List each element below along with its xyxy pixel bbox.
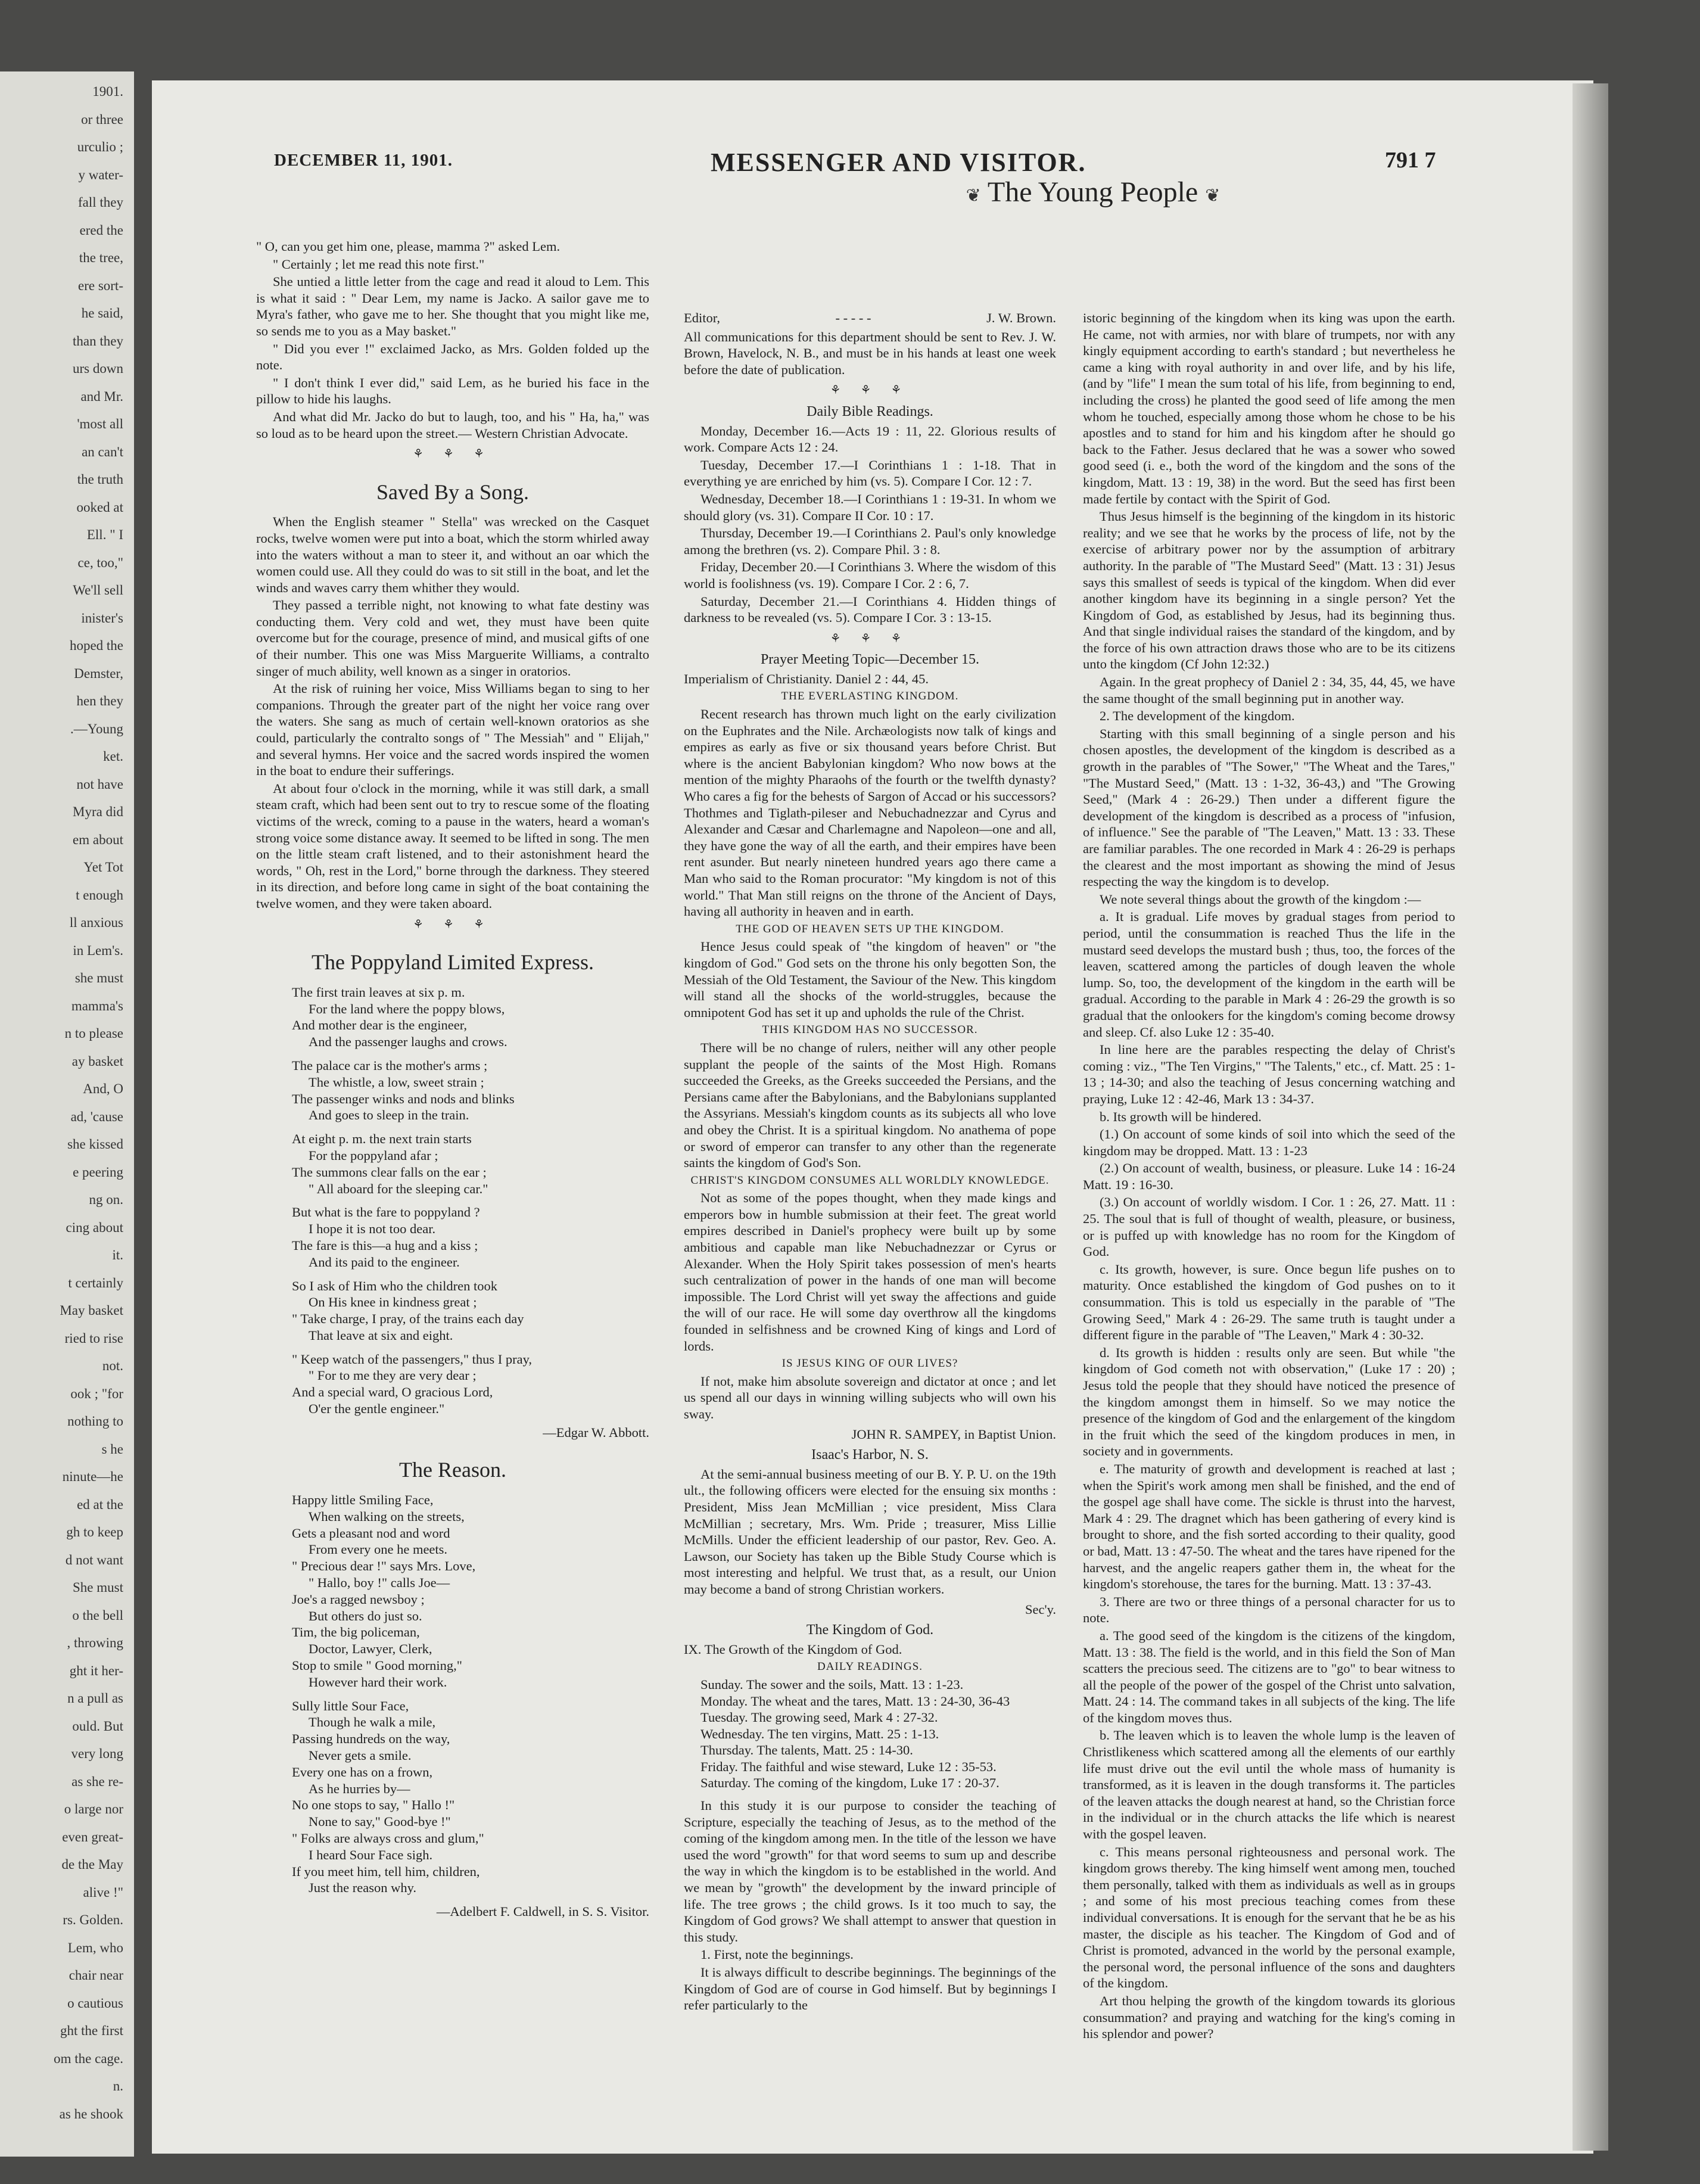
lesson-paragraph: 2. The development of the kingdom. [1100,708,1295,724]
adjacent-text-fragment: urculio ; [77,139,123,154]
poem-line: Never gets a smile. [309,1748,412,1763]
adjacent-text-fragment: t certainly [68,1275,123,1290]
adjacent-text-fragment: as he shook [59,2106,123,2121]
poem-line: Sully little Sour Face, [292,1698,409,1713]
poem-line: O'er the gentle engineer." [309,1401,445,1417]
story-paragraph: And what did Mr. Jacko do but to laugh, too, and his " Ha, ha," was so loud as to be heard upon the street.— Western Christian Advocate. [256,409,649,441]
subheading: DAILY READINGS. [817,1660,923,1673]
story-paragraph: " Did you ever !" exclaimed Jacko, as Mrs. Golden folded up the note. [256,341,649,373]
lesson-reading: Friday. The faithful and wise steward, Luke 12 : 35-53. [700,1759,997,1774]
story-paragraph: " Certainly ; let me read this note first." [273,256,485,272]
poem-line: The whistle, a low, sweet strain ; [309,1074,484,1090]
lesson-paragraph: e. The maturity of growth and development is reached at last ; when the Spirit's work among men shall be finished, and the end of the gospel age shall have come. The sickle is thrust into the harvest, Mark 4 : 29. The dragnet which has been gathering of every kind is brought to shore, and the fish sorted according to their quality, good or bad, Matt. 13 : 47-50. The wheat and the tares have ripened for the harvest, and the angelic reapers gather them in, the wheat for the kingdom's storehouse, the tares for the burning. Matt. 13 : 37-43. [1083,1461,1456,1592]
lesson-subtitle: IX. The Growth of the Kingdom of God. [684,1641,902,1657]
adjacent-text-fragment: and Mr. [80,388,123,404]
daily-reading: Saturday, December 21.—I Corinthians 4. Hidden things of darkness to be revealed (vs. 5). Compare I Cor. 3 : 13-15. [684,593,1056,626]
adjacent-text-fragment: e peering [73,1164,123,1180]
adjacent-text-fragment: 'most all [77,416,123,431]
adjacent-text-fragment: it. [112,1247,123,1262]
poem-line: Gets a pleasant nod and word [292,1525,450,1541]
poem-line: And its paid to the engineer. [309,1254,460,1270]
poem-line: " For to me they are very dear ; [309,1368,477,1383]
adjacent-text-fragment: o large nor [64,1802,123,1816]
poem-line: " Keep watch of the passengers," thus I pray, [292,1351,533,1367]
poem-title-poppyland: The Poppyland Limited Express. [312,950,594,975]
adjacent-text-fragment: , throwing [67,1635,123,1650]
poem-line: Doctor, Lawyer, Clerk, [309,1641,432,1657]
adjacent-text-fragment: ng on. [89,1192,123,1207]
poem-line: Stop to smile " Good morning," [292,1658,462,1673]
adjacent-text-fragment: n to please [64,1026,123,1041]
article-paragraph: At the risk of ruining her voice, Miss Williams began to sing to her companions. Through the greater part of the night her voice rang over the waters. She sang as much of certain well-known oratorios as she could, particularly the contralto songs of " The Messiah" and " Elijah," and several hymns. Her voice and the sacred words inspired the women in the boat to endure their sufferings. [256,681,649,779]
poem-stanza [292,1057,649,1124]
adjacent-text-fragment: ould. But [72,1718,123,1734]
story-paragraph: " O, can you get him one, please, mamma ?" asked Lem. [256,239,561,254]
adjacent-text-fragment: 1901. [92,84,123,99]
lesson-paragraph: Art thou helping the growth of the kingdom towards its glorious consummation? and praying and watching for the king's coming in his splendor and power? [1083,1993,1455,2042]
adjacent-text-fragment: the tree, [79,250,123,265]
adjacent-text-fragment: in Lem's. [73,942,123,958]
lesson-paragraph: a. The good seed of the kingdom is the citizens of the kingdom, Matt. 13 : 38. The field is the world, and in this field the Son of Man scatters the precious seed. The citizens are to "go" to bear witness to all the people of the power of the gospel of the Christ unto salvation, Matt. 24 : 14. The command takes in all subjects of the king. The life of the kingdom moves thus. [1083,1628,1455,1725]
article-paragraph: Recent research has thrown much light on the early civilization on the Euphrates and the Nile. Archæologists now talk of kings and empires as early as five or six thousand years before Christ. But where is the ancient Babylonian kingdom? Who now bows at the mention of the mighty Pharaohs of the fourth or the twelfth dynasty? Who cares a fig for the behests of Sargon of Accad or his successors? Thothmes and Tiglath-pileser and Nebuchadnezzar and Cyrus and Alexander and Cæsar and Charlemagne and Napoleon—one and all, they have gone the way of all the earth, and their empires have been rent asunder. But nearly nineteen hundred years ago there came a Man who said to the Roman procurator: "My kingdom is not of this world." That Man still reigns on the throne of the Ancient of Days, having all authority in heaven and in earth. [684,707,1057,919]
adjacent-text-fragment: Myra did [73,804,123,819]
adjacent-text-fragment: And, O [83,1081,123,1096]
poem-line: " Hallo, boy !" calls Joe— [309,1575,450,1591]
lesson-paragraph: istoric beginning of the kingdom when its king was upon the earth. He came, not with armies, nor with blare of trumpets, nor with any kingly equipment according to earth's standard ; but nevertheless he came a king with royal authority in and over life, and by his life, (and by "life" I mean the sum total of his life, from beginning to end, including the cross) he planted the good seed of life among the men whom he touched, especially among those whom he chose to be his apostles and to stand for him and his kingdom after he should go back to the Father. Jesus declared that he was a sower who sowed good seed (i. e., both the word of the kingdom and the sons of the kingdom, Matt. 13 : 19, 38) in the word. But the seed has first been made fertile by contact with the Spirit of God. [1083,310,1455,506]
column-1 [256,238,649,1925]
adjacent-text-fragment: She must [73,1580,123,1595]
editor-label: Editor, [684,310,720,325]
ornament-icon: ❦ [966,186,981,206]
adjacent-text-fragment: mamma's [71,998,123,1013]
subheading: IS JESUS KING OF OUR LIVES? [781,1357,958,1370]
column-2 [684,310,1056,2015]
lesson-paragraph: In this study it is our purpose to consider the teaching of Scripture, especially the teaching of Jesus, as to the method of the coming of the kingdom among men. In the title of the lesson we have used the word "growth" for that word seems to sum up and describe the way in which the kingdom is to be established in the world. And we mean by "growth" the development by the inward principle of life. The tree grows ; the child grows. Is it too much to say, the Kingdom of God grows? We shall attempt to answer that question in this study. [684,1798,1056,1945]
page-edge [1573,83,1608,2151]
adjacent-text-fragment: ered the [79,222,123,238]
poem-line: And mother dear is the engineer, [292,1018,467,1033]
daily-readings-title: Daily Bible Readings. [807,403,933,419]
lesson-point: 1. First, note the beginnings. [700,1947,854,1962]
lesson-paragraph: b. The leaven which is to leaven the whole lump is the leaven of Christlikeness which scattered among all the elements of our earthly life must drive out the evil until the whole mass of humanity is transformed, as it is leaven in the dough transforms it. The particles of the leaven attacks the dough nearest at hand, so the Christian force in the individual or in the church attacks the life which is nearest with the gospel leaven. [1083,1728,1455,1842]
daily-reading: Thursday, December 19.—I Corinthians 2. Paul's only knowledge among the brethren (vs. 2). Compare Phil. 3 : 8. [684,525,1056,557]
daily-reading: Friday, December 20.—I Corinthians 3. Where the wisdom of this world is foolishness (vs. 19). Compare I Cor. 2 : 6, 7. [684,559,1056,591]
poem-line: From every one he meets. [309,1542,448,1557]
poem-title-the-reason: The Reason. [399,1458,506,1482]
lesson-paragraph: Thus Jesus himself is the beginning of the kingdom in its historic reality; and we see that he works by the process of life, not by the exercise of arbitrary power nor by the assumption of arbitrary authority. In the parable of "The Mustard Seed" (Matt. 13 : 31) Jesus says this smallest of seeds is typical of the kingdom. When did ever another kingdom have its beginning in a single person? Yet the Kingdom of God, as established by Jesus, had its beginning thus. And that single individual raises the standard of the kingdom, and by the force of his own attraction draws those who are to be its citizens unto the kingdom (Cf John 12:32.) [1083,509,1455,672]
newspaper-page [152,80,1593,2154]
poem-line: For the poppyland afar ; [309,1147,438,1163]
lesson-paragraph: b. Its growth will be hindered. [1100,1109,1262,1124]
adjacent-text-fragment: Demster, [74,665,123,681]
article-byline: JOHN R. SAMPEY, in Baptist Union. [851,1426,1056,1442]
subheading: THE GOD OF HEAVEN SETS UP THE KINGDOM. [736,922,1004,935]
adjacent-text-fragment: than they [73,333,123,349]
lesson-paragraph: (2.) On account of wealth, business, or pleasure. Luke 14 : 16-24 Matt. 19 : 16-30. [1083,1161,1455,1192]
poem-line: " All aboard for the sleeping car." [309,1181,488,1196]
article-paragraph: They passed a terrible night, not knowing to what fate destiny was conducting them. Very cold and wet, they must have been quite overcome but for the courage, presence of mind, and musical gifts of one of their number. This one was Miss Marguerite Williams, a contralto singer of much ability, well known as a singer in oratorios. [256,598,649,679]
lesson-reading: Thursday. The talents, Matt. 25 : 14-30. [700,1743,913,1758]
adjacent-text-fragment: hen they [76,693,123,708]
adjacent-text-fragment: she kissed [67,1137,123,1152]
editor-dashes: - - - - - [835,310,871,325]
adjacent-text-fragment: Lem, who [67,1940,123,1955]
adjacent-text-fragment: May basket [60,1303,123,1318]
poem-line: I hope it is not too dear. [309,1221,436,1237]
article-paragraph: Not as some of the popes thought, when they made kings and emperors bow in humble submission at their feet. The great world empires described in Daniel's prophecy were built up by some ambitious and capable man like Nebuchadnezzar or Cyrus or Alexander. When the Holy Spirit takes possession of men's hearts such centralization of power in the hands of one man will become impossible. The Lord Christ will yet sway the affections and guide the will of our race. He will some day overthrow all the kingdoms founded in selfishness and be crowned King of kings and Lord of lords. [684,1190,1056,1354]
adjacent-text-fragment: hoped the [69,638,123,653]
adjacent-text-fragment: ninute—he [62,1469,123,1484]
adjacent-text-fragment: Ell. " I [86,527,123,542]
poem-line: Joe's a ragged newsboy ; [292,1591,425,1607]
poem-line: As he hurries by— [309,1781,410,1796]
adjacent-text-fragment: not have [76,776,123,792]
adjacent-text-fragment: as she re- [71,1774,123,1789]
adjacent-text-fragment: om the cage. [54,2051,123,2066]
adjacent-text-fragment: ad, 'cause [70,1109,123,1124]
adjacent-text-fragment: very long [71,1746,123,1761]
lesson-title: The Kingdom of God. [806,1622,934,1638]
poem-line: The first train leaves at six p. m. [292,984,465,1000]
adjacent-text-fragment: We'll sell [73,583,123,598]
adjacent-text-fragment: gh to keep [66,1525,123,1539]
adjacent-text-fragment: an can't [82,444,123,459]
adjacent-text-fragment: the truth [77,472,123,487]
poem-line: " Precious dear !" says Mrs. Love, [292,1558,476,1574]
poem-byline: —Adelbert F. Caldwell, in S. S. Visitor. [436,1904,649,1919]
lesson-paragraph: 3. There are two or three things of a personal character for us to note. [1083,1594,1455,1626]
section-separator: ⚘ ⚘ ⚘ [830,384,910,397]
poem-stanza [292,984,649,1050]
adjacent-text-fragment: he said, [81,306,123,321]
poem-line: Just the reason why. [309,1880,417,1896]
poem-line: At eight p. m. the next train starts [292,1131,472,1147]
poem-line: For the land where the poppy blows, [309,1001,505,1016]
article-paragraph: Hence Jesus could speak of "the kingdom of heaven" or "the kingdom of God." God sets on the throne his only begotten Son, the Messiah of the Old Testament, the Saviour of the New. This kingdom will stand all the shocks of the world-struggles, because the omnipotent God has set it up and upholds the rule of the Christ. [684,939,1056,1020]
adjacent-text-fragment: even great- [62,1829,123,1844]
editor-line [684,310,1056,326]
ornament-icon: ❦ [1205,186,1220,206]
poem-line: Tim, the big policeman, [292,1625,420,1640]
page-number: 791 7 [1385,148,1436,173]
adjacent-text-fragment: ght it her- [69,1663,123,1678]
adjacent-text-fragment: or three [81,111,123,127]
daily-reading: Monday, December 16.—Acts 19 : 11, 22. Glorious results of work. Compare Acts 12 : 24. [684,423,1056,455]
poem-stanza [292,1698,649,1897]
lesson-reading: Wednesday. The ten virgins, Matt. 25 : 1-13. [700,1726,939,1741]
article-paragraph: When the English steamer " Stella" was wrecked on the Casquet rocks, twelve women were put into a boat, which the storm whirled away into the waters without a man to steer it, and without an oar which the women could use. All they could do was to sit still in the boat, and let the winds and waves carry them whither they would. [256,514,649,595]
poem-line: The palace car is the mother's arms ; [292,1057,488,1073]
poem-stanza [292,1351,649,1417]
lesson-reading: Saturday. The coming of the kingdom, Luke 17 : 20-37. [700,1775,1000,1791]
poem-stanza [292,1204,649,1270]
adjacent-text-fragment: y water- [78,167,123,182]
adjacent-text-fragment: ooked at [76,499,123,515]
adjacent-text-fragment: ket. [103,749,123,764]
adjacent-text-fragment: ried to rise [64,1330,123,1346]
adjacent-text-fragment: n. [113,2079,123,2093]
poem-line: However hard their work. [309,1674,447,1690]
issue-date: DECEMBER 11, 1901. [274,151,453,170]
article-paragraph: There will be no change of rulers, neither will any other people supplant the people of the saints of the Most High. Romans succeeded the Greeks, as the Greeks succeeded the Persians, and the Persians came after the Babylonians, and the Babylonians supplanted the Assyrians. Messiah's kingdom counts as its subjects all who love and obey the Christ. It is a spiritual kingdom. No anathema of pope or sword of emperor can transfer to any other than the regenerate saints the kingdom of God's Son. [684,1040,1056,1171]
adjacent-text-fragment: s he [101,1441,123,1457]
poem-line: Happy little Smiling Face, [292,1492,434,1508]
poem-line: On His knee in kindness great ; [309,1295,477,1310]
prayer-topic-subtitle: Imperialism of Christianity. Daniel 2 : 44, 45. [684,671,929,686]
poem-line: When walking on the streets, [309,1508,465,1524]
lesson-paragraph: We note several things about the growth of the kingdom :— [1100,891,1421,907]
adjacent-text-fragment: ce, too," [77,555,123,570]
adjacent-text-fragment: cing about [66,1219,123,1235]
poem-line: So I ask of Him who the children took [292,1278,497,1293]
column-3 [1083,310,1455,2043]
adjacent-text-fragment: o the bell [72,1607,123,1623]
subheading: CHRIST'S KINGDOM CONSUMES ALL WORLDLY KNOWLEDGE. [690,1174,1050,1187]
story-paragraph: " I don't think I ever did," said Lem, as he buried his face in the pillow to hide his laughs. [256,375,649,407]
lesson-paragraph: d. Its growth is hidden : results only are seen. But while "the kingdom of God cometh not with observation," (Luke 17 : 20) ; Jesus told the people that they should have noticed the presence of the kingdom amongst them in himself. So we may notice the presence of the kingdom of God and the enlargement of the kingdom in the fruit which the seed of the kingdom produces in men, in society and in governments. [1083,1345,1455,1459]
lesson-paragraph: c. Its growth, however, is sure. Once begun life pushes on to maturity. Once established the kingdom of God pushes on to it consummation. This is told us especially in the parable of "The Growing Seed," Mark 4 : 26-29. The same truth is taught under a different figure in the parable of "The Leaven," Mark 4 : 30-32. [1083,1261,1455,1343]
poem-line: That leave at six and eight. [309,1327,453,1343]
adjacent-text-fragment: rs. Golden. [63,1912,123,1927]
article-title-saved-by-a-song: Saved By a Song. [376,480,529,504]
report-signature: Sec'y. [1025,1601,1056,1617]
masthead: MESSENGER AND VISITOR. [711,148,1086,177]
prayer-topic-title: Prayer Meeting Topic—December 15. [760,652,980,668]
adjacent-text-fragment: Yet Tot [83,860,123,875]
adjacent-text-fragment: em about [73,832,123,847]
adjacent-text-fragment: alive !" [83,1884,123,1900]
poem-line: And goes to sleep in the train. [309,1107,469,1123]
poem-stanza [292,1278,649,1344]
adjacent-text-fragment: ght the first [60,2023,123,2038]
adjacent-page-fragment [0,71,134,2157]
poem-poppyland [292,984,649,1417]
article-paragraph: If not, make him absolute sovereign and dictator at once ; and let us spend all our days in winning willing subjects who will own his sway. [684,1373,1056,1421]
adjacent-text-fragment: de the May [61,1857,123,1872]
poem-line: No one stops to say, " Hallo !" [292,1797,455,1813]
lesson-paragraph: c. This means personal righteousness and personal work. The kingdom grows thereby. The king himself went among men, touched them personally, talked with them as individuals as well as in groups ; and some of his most precious teaching comes from these individual conversations. It is enough for the servant that he be as his master, the disciple as his teacher. The Kingdom of God and of Christ is promoted, advanced in the world by the personal example, the personal word, the personal influence of the sons and daughters of the kingdom. [1083,1844,1455,1991]
lesson-paragraph: Again. In the great prophecy of Daniel 2 : 34, 35, 44, 45, we have the same thought of the small beginning put in another way. [1083,674,1455,706]
poem-line: " Take charge, I pray, of the trains each day [292,1311,524,1327]
adjacent-text-fragment: .—Young [70,721,123,736]
poem-line: " Folks are always cross and glum," [292,1831,484,1846]
section-separator: ⚘ ⚘ ⚘ [413,447,493,461]
lesson-paragraph: (3.) On account of worldly wisdom. I Cor. 1 : 26, 27. Matt. 11 : 25. The soul that is full of thought of wealth, pleasure, or business, or is puffed up with knowledge has no room for the Kingdom of God. [1083,1194,1455,1259]
lesson-paragraph: a. It is gradual. Life moves by gradual stages from period to period, until the consummation is reached Thus the life in the mustard seed develops the mustard bush ; thus, too, the forces of the leaven, scattered among the particles of dough leaven the whole lump. So, too, the development of the kingdom in the earth will be gradual. According to the parable in Mark 4 : 26-29 the growth is so gradual that the onlookers for the kingdom's coming become drowsy and sleep. Cf. also Luke 12 : 35-40. [1083,909,1455,1040]
adjacent-text-fragment: n a pull as [67,1691,123,1706]
daily-reading: Tuesday, December 17.—I Corinthians 1 : 1-18. That in everything ye are enriched by him (vs. 5). Compare I Cor. 12 : 7. [684,457,1056,489]
poem-line: But what is the fare to poppyland ? [292,1205,480,1220]
story-paragraph: She untied a little letter from the cage and read it aloud to Lem. This is what it said : " Dear Lem, my name is Jacko. A sailor gave me to Myra's father, who gave me to her. She thought that you might like me, so sends me to you as a May basket." [256,274,649,338]
poem-line: Passing hundreds on the way, [292,1731,450,1747]
poem-stanza [292,1492,649,1691]
adjacent-text-fragment: nothing to [67,1414,123,1429]
poem-stanza [292,1131,649,1197]
poem-line: Every one has on a frown, [292,1764,433,1779]
story-ending [256,238,649,441]
adjacent-text-fragment: d not want [65,1552,123,1567]
adjacent-text-fragment: t enough [76,887,123,903]
intro-paragraph: All communications for this department should be sent to Rev. J. W. Brown, Havelock, N. B., and must be in his hands at least one week before the date of publication. [684,329,1056,377]
adjacent-text-fragment: not. [102,1358,123,1373]
lesson-reading: Monday. The wheat and the tares, Matt. 13 : 24-30, 36-43 [700,1693,1010,1709]
report-paragraph: At the semi-annual business meeting of our B. Y. P. U. on the 19th ult., the following officers were elected for the ensuing six months : President, Miss Jean McMillian ; vice president, Miss Clara McMillian ; secretary, Mrs. Wm. Pride ; treasurer, Miss Lillie McMills. Under the efficient leadership of our pastor, Rev. Geo. A. Lawson, our Society has taken up the Bible Study Course which is most interesting and helpful. We trust that, as a result, our Union may become a band of strong Christian workers. [684,1466,1056,1597]
page-header [152,116,1593,177]
adjacent-text-fragment: ay basket [71,1053,123,1069]
report-title: Isaac's Harbor, N. S. [811,1447,929,1463]
poem-line: And the passenger laughs and crows. [309,1034,507,1050]
adjacent-text-fragment: ed at the [77,1497,123,1512]
lesson-reading: Tuesday. The growing seed, Mark 4 : 27-32. [700,1710,938,1725]
poem-line: I heard Sour Face sigh. [309,1847,433,1862]
adjacent-text-fragment: inister's [81,610,123,626]
lesson-paragraph: Starting with this small beginning of a single person and his chosen apostles, the development of the kingdom is described as a growth in the parables of "The Sower," "The Wheat and the Tares," "The Mustard Seed," (Matt. 13 : 1-32, 36-43,) and "The Growing Seed," (Mark 4 : 26-29.) Then under a different figure the development of the kingdom is described as a process of "infusion, of influence." See the parable of "The Leaven," Matt. 13 : 33. These are familiar parables. The one recorded in Mark 4 : 26-29 is perhaps the clearest and the most important as showing the mind of Jesus respecting the way the kingdom is to develop. [1083,726,1455,889]
section-separator: ⚘ ⚘ ⚘ [830,631,910,645]
subheading: THE EVERLASTING KINGDOM. [781,690,959,703]
adjacent-text-fragment: fall they [78,195,123,210]
adjacent-text-fragment: urs down [73,361,123,376]
adjacent-text-fragment: o cautious [67,1995,123,2011]
poem-line: And a special ward, O gracious Lord, [292,1385,493,1400]
lesson-paragraph: It is always difficult to describe beginnings. The beginnings of the Kingdom of God are of course in God himself. But by beginnings I refer particularly to the [684,1965,1056,2013]
adjacent-text-fragment: ere sort- [78,278,123,293]
section-title-young-people [926,176,1260,209]
adjacent-text-fragment: ook ; "for [70,1386,123,1401]
poem-line: Though he walk a mile, [309,1715,436,1730]
section-separator: ⚘ ⚘ ⚘ [413,917,493,931]
poem-line: The fare is this—a hug and a kiss ; [292,1237,478,1253]
lesson-reading: Sunday. The sower and the soils, Matt. 13 : 1-23. [700,1676,964,1692]
poem-line: If you meet him, tell him, children, [292,1863,480,1879]
lesson-paragraph: (1.) On account of some kinds of soil into which the seed of the kingdom may be dropped. Matt. 13 : 1-23 [1083,1127,1455,1158]
poem-the-reason [292,1492,649,1896]
section-title-text: The Young People [987,176,1198,208]
article-paragraph: At about four o'clock in the morning, while it was still dark, a small steam craft, which had been sent out to try to rescue some of the floating victims of the wreck, coming to a pause in the waters, heard a woman's strong voice some distance away. It seemed to be lifted in song. The men on the little steam craft listened, and to their astonishment heard the words, " Oh, rest in the Lord," borne through the darkness. They steered in its direction, and before long came in sight of the boat containing the twelve women, and they were taken aboard. [256,780,649,911]
editor-name: J. W. Brown. [986,310,1056,325]
poem-line: The summons clear falls on the ear ; [292,1164,487,1180]
lesson-paragraph: In line here are the parables respecting the delay of Christ's coming : viz., "The Ten Virgins," "The Talents," etc., cf. Matt. 25 : 1-13 ; 14-30; and also the teaching of Jesus concerning watching and praying, Luke 12 : 42-46, Mark 13 : 34-37. [1083,1042,1455,1106]
poem-line: But others do just so. [309,1608,422,1623]
adjacent-text-fragment: she must [74,970,123,985]
poem-line: None to say," Good-bye !" [309,1814,451,1830]
subheading: THIS KINGDOM HAS NO SUCCESSOR. [762,1023,978,1037]
poem-byline: —Edgar W. Abbott. [543,1424,649,1440]
adjacent-text-fragment: ll anxious [69,915,123,930]
poem-line: The passenger winks and nods and blinks [292,1091,515,1106]
adjacent-text-fragment: chair near [69,1968,123,1983]
daily-reading: Wednesday, December 18.—I Corinthians 1 : 19-31. In whom we should glory (vs. 31). Compare II Cor. 10 : 17. [684,491,1056,523]
